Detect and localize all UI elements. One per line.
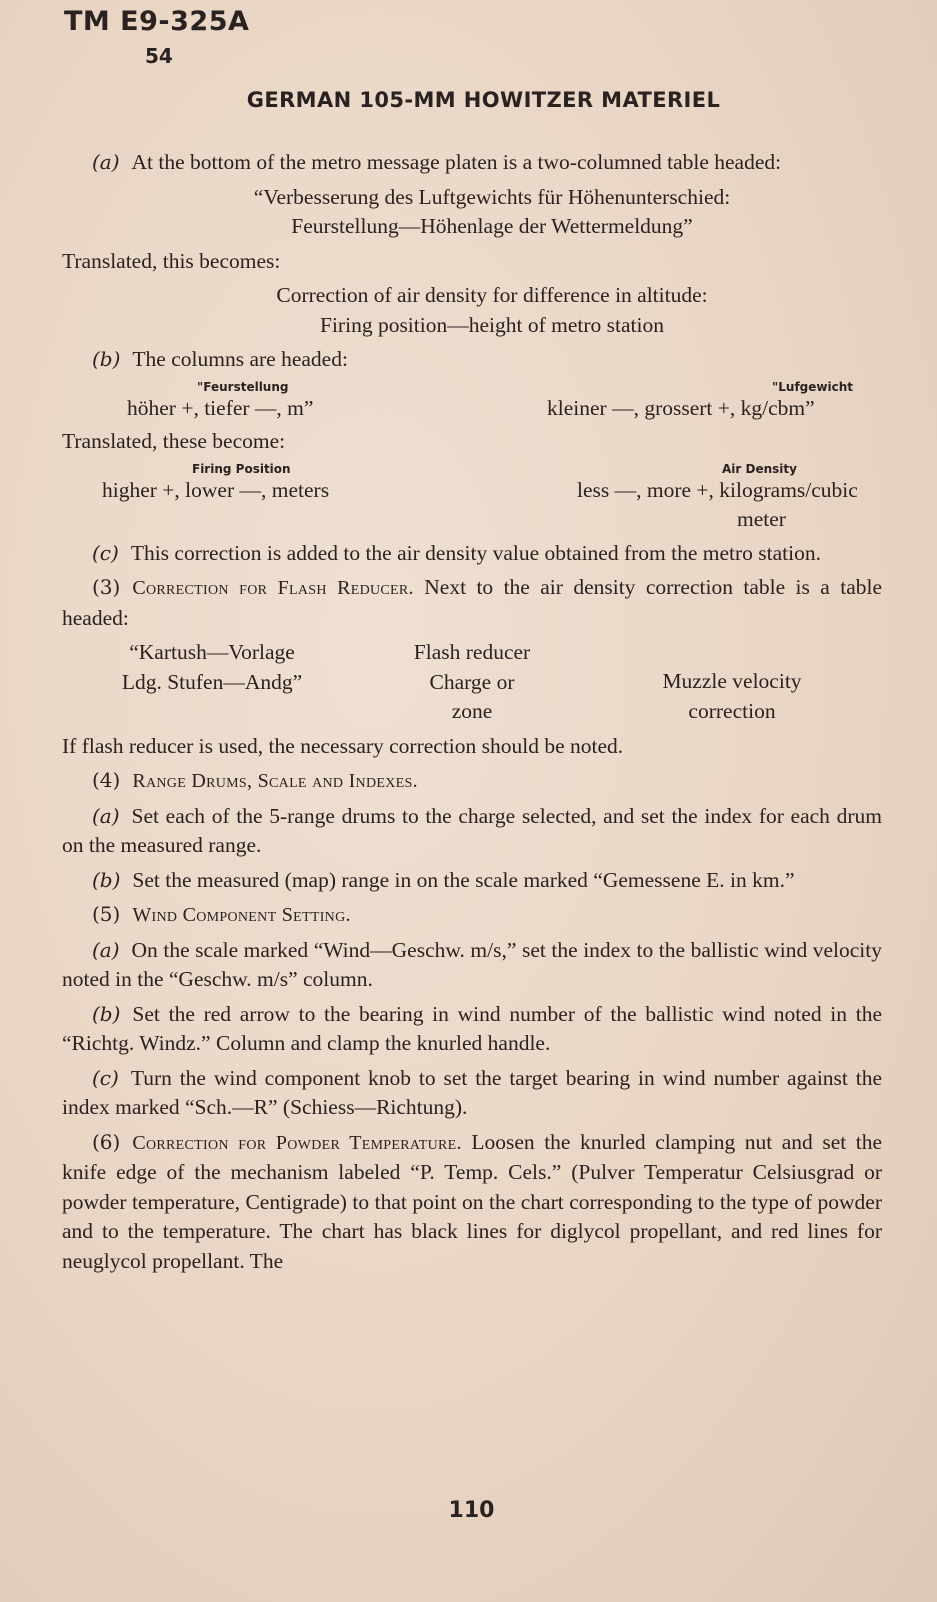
page-title: GERMAN 105-MM HOWITZER MATERIEL (246, 88, 721, 112)
text-5c: Turn the wind component knob to set the target bearing in wind number against the index marked “Sch.—R” (Schiess—Richtung). (62, 1065, 882, 1119)
column-headings-english (62, 462, 882, 535)
tcol-head-right: Air Density (722, 461, 797, 476)
flash-reducer-table (62, 638, 882, 727)
label-c1: (c) (92, 540, 119, 565)
label-b1: (b) (92, 347, 121, 371)
label-a1: (a) (92, 150, 120, 174)
para-4b (62, 866, 882, 896)
tcol-val-left: higher +, lower —, meters (102, 477, 330, 502)
para-5 (62, 900, 882, 931)
col-head-right: "Lufgewicht (772, 379, 853, 394)
col-val-left: höher +, tiefer —, m” (127, 395, 314, 420)
heading-4: Range Drums, Scale and Indexes. (132, 770, 418, 792)
text-3: Next to the air density correction table is a table headed: (62, 575, 883, 630)
tcol-val-right-1: less —, more +, kilograms/cubic (577, 477, 858, 502)
flash-note: If flash reducer is used, the necessary correction should be noted. (62, 733, 624, 758)
num-5: (5) (92, 902, 121, 926)
para-4a (62, 802, 882, 861)
label-4b: (b) (92, 867, 121, 892)
flash-col2-line3: zone (451, 699, 493, 723)
para-6 (62, 1128, 882, 1277)
heading-5: Wind Component Setting. (132, 904, 351, 926)
text-4b: Set the measured (map) range in on the scale marked “Gemessene E. in km.” (132, 867, 795, 892)
label-5a: (a) (92, 937, 120, 962)
text-5b: Set the red arrow to the bearing in wind number of the ballistic wind noted in the “Richtg. Windz.” Column and clamp the knurled handle. (62, 1001, 882, 1055)
para-4 (62, 766, 882, 797)
col-head-left: "Feurstellung (197, 379, 289, 394)
flash-col2-line1: Flash reducer (413, 640, 531, 664)
flash-col2-line2: Charge or (429, 669, 515, 694)
translated-intro-2: Translated, these become: (62, 429, 286, 453)
para-b1 (62, 345, 882, 375)
label-4a: (a) (92, 803, 120, 828)
column-headings-german (62, 380, 882, 424)
text-5a: On the scale marked “Wind—Geschw. m/s,” set the index to the ballistic wind velocity noted in the “Geschw. m/s” column. (62, 937, 882, 991)
text-4a: Set each of the 5-range drums to the charge selected, and set the index for each drum on the measured range. (62, 803, 882, 857)
label-5c: (c) (92, 1065, 119, 1090)
text-c1: This correction is added to the air density value obtained from the metro station. (130, 540, 822, 565)
heading-3: Correction for Flash Reducer. (132, 577, 414, 599)
text-b1: The columns are headed: (132, 347, 348, 371)
para-5c (62, 1064, 882, 1123)
page-number: 110 (448, 1498, 495, 1523)
flash-col1-line2: Ldg. Stufen—Andg” (121, 669, 303, 694)
text-6: Loosen the knurled clamping nut and set the knife edge of the mechanism labeled “P. Temp. Cels.” (Pulver Temperatur Celsiusgrad or powder temperature, Centigrade) to that point on the chart corresponding to the type of powder and to the temperature. The chart has black lines for diglycol propellant, and red lines for neuglycol propellant. The (62, 1129, 883, 1273)
col-val-right: kleiner —, grossert +, kg/cbm” (547, 395, 815, 420)
text-a1: At the bottom of the metro message platen is a two-columned table headed: (131, 150, 782, 174)
tm-number: TM E9-325A (64, 6, 250, 37)
body-text (62, 148, 882, 1281)
para-c1 (62, 539, 882, 569)
num-6: (6) (92, 1129, 121, 1154)
flash-col3-line1: Muzzle velocity (662, 669, 802, 693)
num-4: (4) (92, 768, 121, 792)
paragraph-number: 54 (145, 44, 173, 68)
flash-col1-line1: “Kartush—Vorlage (129, 640, 295, 664)
heading-6: Correction for Powder Temperature. (132, 1131, 462, 1154)
english-heading-2: Firing position—height of metro station (320, 312, 664, 337)
para-a1 (62, 148, 882, 178)
para-5b (62, 1000, 882, 1059)
num-3: (3) (92, 575, 121, 599)
label-5b: (b) (92, 1001, 121, 1026)
para-5a (62, 936, 882, 995)
tcol-head-left: Firing Position (192, 461, 291, 476)
flash-col3-line2: correction (688, 698, 776, 723)
german-heading-1: “Verbesserung des Luftgewichts für Höhenunterschied: (253, 184, 731, 209)
para-3 (62, 573, 882, 633)
english-heading-1: Correction of air density for difference in altitude: (276, 283, 708, 307)
tcol-val-right-2: meter (737, 507, 786, 531)
translated-intro-1: Translated, this becomes: (62, 248, 281, 273)
german-heading-2: Feurstellung—Höhenlage der Wettermeldung” (291, 214, 693, 238)
